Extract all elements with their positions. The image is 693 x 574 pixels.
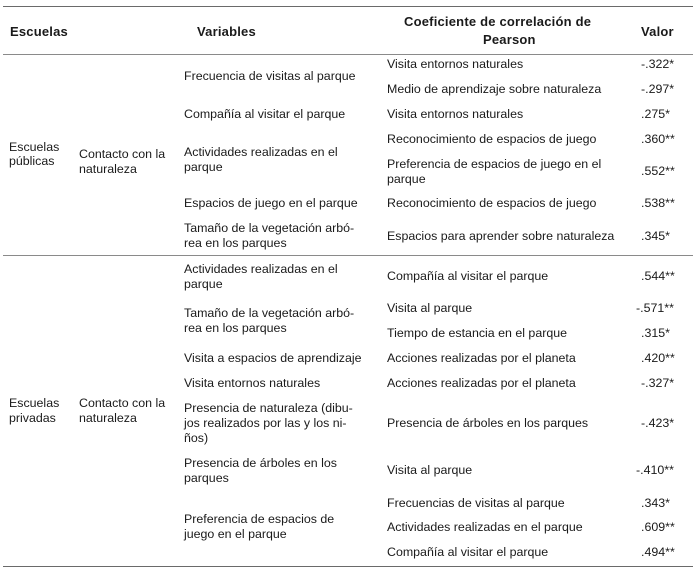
value-publicas-1: -.297* (641, 82, 675, 96)
contact-privadas-line1: Contacto con la (79, 396, 166, 410)
value-privadas-8: .609** (641, 520, 675, 534)
contact-privadas-line2: naturaleza (79, 411, 137, 425)
value-privadas-1: -.571** (636, 301, 674, 315)
value-privadas-4: -.327* (641, 376, 675, 390)
value-privadas-3: .420** (641, 351, 675, 365)
variable-privadas-0-line2: parque (184, 277, 223, 291)
correlation-privadas-7: Frecuencias de visitas al parque (387, 496, 565, 510)
variable-privadas-1-line2: rea en los parques (184, 321, 287, 335)
variable-publicas-1: Compañía al visitar el parque (184, 107, 346, 121)
correlation-publicas-2: Visita entornos naturales (387, 107, 524, 121)
variable-privadas-2: Visita a espacios de aprendizaje (184, 351, 362, 365)
variable-publicas-2-line2: parque (184, 160, 223, 174)
variable-privadas-3: Visita entornos naturales (184, 376, 321, 390)
correlation-publicas-0: Visita entornos naturales (387, 57, 524, 71)
correlation-publicas-1: Medio de aprendizaje sobre naturaleza (387, 82, 602, 96)
correlation-publicas-5: Reconocimiento de espacios de juego (387, 196, 597, 210)
variable-privadas-6-line1: Preferencia de espacios de (184, 512, 335, 526)
top-rule (3, 6, 693, 7)
correlation-publicas-6: Espacios para aprender sobre naturaleza (387, 229, 615, 243)
correlation-privadas-0: Compañía al visitar el parque (387, 269, 549, 283)
school-privadas-line2: privadas (9, 411, 56, 425)
bottom-rule (3, 566, 693, 567)
value-publicas-0: -.322* (641, 57, 675, 71)
value-publicas-3: .360** (641, 132, 675, 146)
variable-privadas-4-line3: ños) (184, 431, 209, 445)
variable-privadas-5-line1: Presencia de árboles en los (184, 456, 337, 470)
value-publicas-5: .538** (641, 196, 675, 210)
contact-publicas-line1: Contacto con la (79, 147, 166, 161)
value-publicas-6: .345* (641, 229, 670, 243)
header-coeficiente-line1: Coeficiente de correlación de (404, 14, 592, 29)
variable-publicas-4-line2: rea en los parques (184, 236, 287, 250)
contact-publicas-line2: naturaleza (79, 162, 137, 176)
variable-publicas-2-line1: Actividades realizadas en el (184, 145, 338, 159)
correlation-publicas-4-line2: parque (387, 172, 426, 186)
value-privadas-2: .315* (641, 326, 670, 340)
variable-privadas-0-line1: Actividades realizadas en el (184, 262, 338, 276)
value-privadas-0: .544** (641, 269, 675, 283)
value-publicas-4: .552** (641, 164, 675, 178)
header-rule (3, 54, 693, 55)
correlation-privadas-4: Acciones realizadas por el planeta (387, 376, 576, 390)
header-valor: Valor (641, 24, 674, 39)
school-publicas-line1: Escuelas (9, 140, 60, 154)
variable-privadas-5-line2: parques (184, 471, 229, 485)
value-privadas-9: .494** (641, 545, 675, 559)
correlation-privadas-3: Acciones realizadas por el planeta (387, 351, 576, 365)
variable-privadas-4-line1: Presencia de naturaleza (dibu- (184, 401, 353, 415)
school-publicas-line2: públicas (9, 154, 55, 168)
correlation-privadas-9: Compañía al visitar el parque (387, 545, 549, 559)
header-escuelas: Escuelas (10, 24, 68, 39)
group-divider-rule (3, 255, 693, 256)
value-privadas-6: -.410** (636, 463, 674, 477)
header-coeficiente-line2: Pearson (483, 32, 536, 47)
variable-publicas-0: Frecuencia de visitas al parque (184, 69, 356, 83)
value-privadas-5: -.423* (641, 416, 675, 430)
variable-publicas-3: Espacios de juego en el parque (184, 196, 358, 210)
correlation-privadas-6: Visita al parque (387, 463, 473, 477)
school-privadas-line1: Escuelas (9, 396, 60, 410)
correlation-privadas-5: Presencia de árboles en los parques (387, 416, 589, 430)
correlation-publicas-4-line1: Preferencia de espacios de juego en el (387, 157, 602, 171)
value-privadas-7: .343* (641, 496, 670, 510)
header-variables: Variables (197, 24, 256, 39)
correlation-privadas-1: Visita al parque (387, 301, 473, 315)
correlation-privadas-8: Actividades realizadas en el parque (387, 520, 583, 534)
variable-privadas-6-line2: juego en el parque (184, 527, 287, 541)
correlation-publicas-3: Reconocimiento de espacios de juego (387, 132, 597, 146)
value-publicas-2: .275* (641, 107, 670, 121)
variable-privadas-1-line1: Tamaño de la vegetación arbó- (184, 306, 355, 320)
variable-publicas-4-line1: Tamaño de la vegetación arbó- (184, 221, 355, 235)
variable-privadas-4-line2: jos realizados por las y los ni- (184, 416, 347, 430)
correlation-privadas-2: Tiempo de estancia en el parque (387, 326, 568, 340)
